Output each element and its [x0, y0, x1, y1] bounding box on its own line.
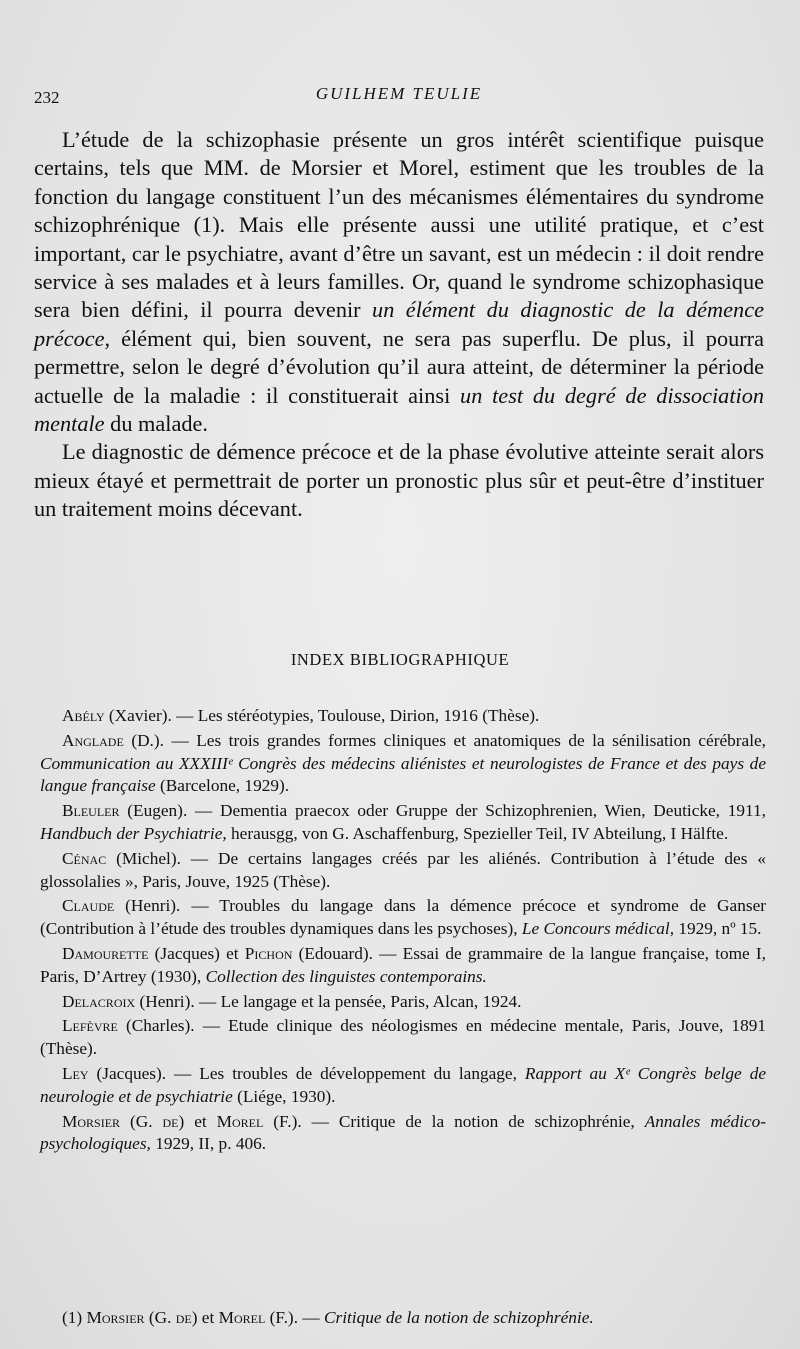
- bibliography-title: INDEX BIBLIOGRAPHIQUE: [290, 650, 510, 669]
- bib-text: (D.). — Les trois grandes formes cliniques et anatomiques de la sénilisation cérébrale,: [123, 730, 766, 750]
- bib-title: Collection des linguistes contemporains.: [205, 966, 487, 986]
- bib-text: ) et: [178, 1111, 217, 1131]
- bib-entry: [40, 1063, 766, 1109]
- footnote-text: (G.: [144, 1308, 176, 1328]
- footnote-particle: de: [175, 1308, 192, 1328]
- bib-title: Handbuch der Psychiatrie,: [40, 823, 227, 843]
- bib-text: 1929, nº 15.: [674, 919, 762, 939]
- italic-phrase: un élément du diagnostic de la démence précoce,: [34, 297, 764, 351]
- bib-text: (Edouard). — Essai de grammaire de la langue française, tome I, Paris, D’Artrey (1930),: [40, 943, 766, 986]
- paragraph-text: du malade.: [104, 411, 208, 437]
- footnote-text: ) et: [191, 1308, 219, 1328]
- bib-text: (Henri). — Le langage et la pensée, Paris, Alcan, 1924.: [135, 991, 522, 1011]
- body-text: [34, 126, 764, 524]
- bib-entry: [40, 848, 766, 894]
- bib-text: (Jacques). — Les troubles de développement du langage,: [88, 1063, 525, 1083]
- bib-author: Delacroix: [62, 991, 136, 1011]
- bib-author: Cénac: [62, 848, 107, 868]
- bib-text: (Henri). — Troubles du langage dans la démence précoce et syndrome de Ganser (Contribution à l’étude des troubles dynamiques dans les psychoses),: [40, 896, 766, 939]
- bib-author: Ley: [62, 1063, 89, 1083]
- bib-entry: [40, 895, 766, 941]
- running-title: GUILHEM TEULIE: [315, 84, 483, 103]
- bib-author: Damourette: [62, 943, 149, 963]
- bib-title: Le Concours médical,: [521, 919, 675, 939]
- paragraph-text: L’étude de la schizophasie présente un gros intérêt scientifique puisque certains, tels que MM. de Morsier et Morel, estiment que les troubles de la fonction du langage constituent l’un des mécanismes élémentaires du syndrome schizophrénique (1). Mais elle présente aussi une utilité pratique, et c’est important, car le psychiatre, avant d’être un savant, est un médecin : il doit rendre service à ses malades et à leurs familles. Or, quand le syndrome schizophasique sera bien défini, il pourra devenir: [34, 127, 764, 323]
- bib-author: Claude: [62, 896, 115, 916]
- bib-text: (Eugen). — Dementia praecox oder Gruppe der Schizophrenien, Wien, Deuticke, 1911,: [119, 801, 766, 821]
- bib-particle: de: [162, 1111, 179, 1131]
- bib-text: (Liége, 1930).: [232, 1086, 336, 1106]
- bib-author: Abély: [62, 706, 105, 725]
- footnote-text: (F.). —: [265, 1308, 324, 1328]
- footnote-title: Critique de la notion de schizophrénie.: [323, 1308, 594, 1328]
- footnote-marker: (1): [62, 1308, 87, 1328]
- bib-text: (Xavier). — Les stéréotypies, Toulouse, Dirion, 1916 (Thèse).: [104, 706, 540, 725]
- bib-title: Annales médico-psychologiques,: [40, 1111, 766, 1154]
- running-head: [34, 80, 764, 110]
- bib-text: (Michel). — De certains langages créés par les aliénés. Contribution à l’étude des « glossolalies », Paris, Jouve, 1925 (Thèse).: [40, 848, 766, 891]
- page-number: 232: [34, 88, 60, 107]
- bib-entry: [40, 1015, 766, 1061]
- bib-author: Morel: [216, 1111, 264, 1131]
- bib-text: (Barcelone, 1929).: [155, 776, 290, 796]
- bib-text: (G.: [120, 1111, 163, 1131]
- bib-text: herausgg, von G. Aschaffenburg, Spezieller Teil, IV Abteilung, I Hälfte.: [226, 823, 729, 843]
- footnote-author: Morsier: [86, 1308, 145, 1328]
- bib-entry: [40, 730, 766, 798]
- bib-entry: [40, 991, 766, 1014]
- bib-entry: [40, 800, 766, 846]
- paragraph-text: élément qui, bien souvent, ne sera pas superflu. De plus, il pourra permettre, selon le degré d’évolution qu’il aura atteint, de déterminer la période actuelle de la maladie : il constituerait ainsi: [34, 325, 764, 408]
- bib-text: (F.). — Critique de la notion de schizophrénie,: [263, 1111, 645, 1131]
- bib-author: Anglade: [62, 730, 124, 750]
- footnote: [40, 1307, 766, 1329]
- bib-author: Bleuler: [62, 801, 120, 821]
- footnote-author: Morel: [218, 1308, 266, 1328]
- bib-author: Morsier: [62, 1111, 121, 1131]
- bib-author: Lefèvre: [62, 1016, 118, 1036]
- bib-text: (Jacques) et: [148, 943, 245, 963]
- body-paragraph-2: Le diagnostic de démence précoce et de la phase évolutive atteinte serait alors mieux étayé et permettrait de porter un pronostic plus sûr et peut-être d’instituer un traitement moins décevant.: [34, 439, 764, 522]
- bib-entry: [40, 943, 766, 989]
- bib-text: (Charles). — Etude clinique des néologismes en médecine mentale, Paris, Jouve, 1891 (Thèse).: [40, 1016, 766, 1059]
- bib-text: 1929, II, p. 406.: [150, 1134, 267, 1154]
- body-paragraph-1: [34, 126, 764, 438]
- bib-entry: [40, 705, 766, 728]
- bibliography-list: [40, 705, 766, 1158]
- bib-title: Communication au XXXIIIᵉ Congrès des médecins aliénistes et neurologistes de France et des pays de langue française: [40, 753, 766, 796]
- italic-phrase: un test du degré de dissociation mentale: [34, 382, 765, 437]
- bib-author: Pichon: [244, 943, 293, 963]
- bib-entry: [40, 1111, 766, 1157]
- bib-title: Rapport au Xᵉ Congrès belge de neurologie et de psychiatrie: [40, 1063, 767, 1106]
